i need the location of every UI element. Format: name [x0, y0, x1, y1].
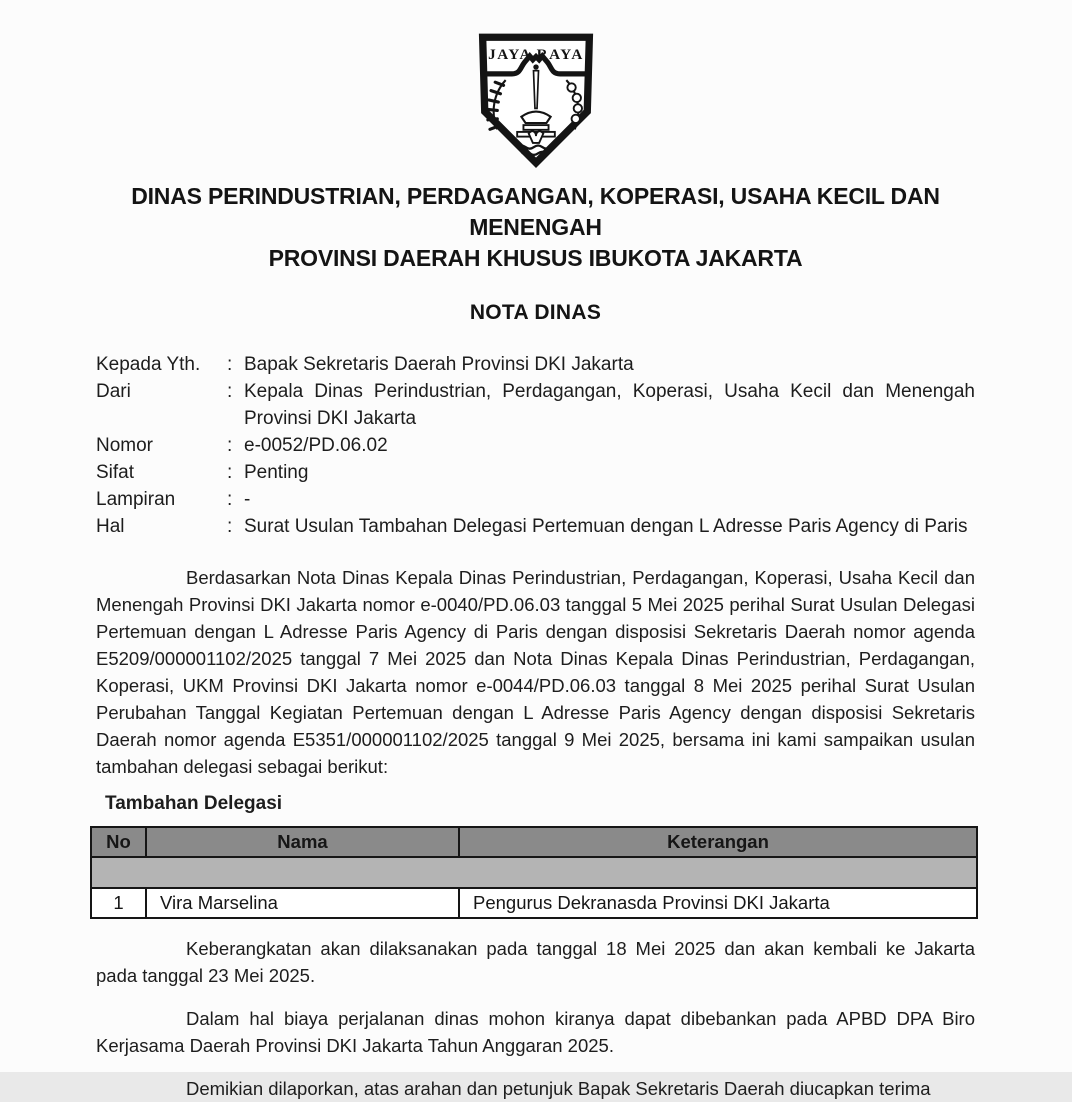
meta-label: Nomor: [96, 435, 154, 456]
table-cell-no: 1: [91, 888, 146, 918]
meta-row-dari: [96, 378, 975, 432]
meta-colon: :: [227, 489, 233, 510]
table-cell-keterangan: Pengurus Dekranasda Provinsi DKI Jakarta: [459, 888, 977, 918]
body-paragraph-2: Keberangkatan akan dilaksanakan pada tanggal 18 Mei 2025 dan akan kembali ke Jakarta pada tanggal 23 Mei 2025.: [96, 938, 975, 986]
table-heading: Tambahan Delegasi: [105, 793, 283, 814]
meta-value: Penting: [244, 462, 309, 483]
monas-flame-icon: [533, 64, 538, 69]
meta-row-hal: [96, 513, 975, 540]
meta-row-kepada: [96, 351, 975, 378]
table-header-no: No: [91, 827, 146, 857]
meta-value: Bapak Sekretaris Daerah Provinsi DKI Jakarta: [244, 354, 634, 375]
meta-row-lampiran: [96, 486, 975, 513]
table-header-row: [91, 827, 977, 857]
meta-colon: :: [227, 462, 233, 483]
table-header-nama: Nama: [146, 827, 459, 857]
delegation-table: [90, 826, 978, 919]
meta-label: Dari: [96, 381, 131, 402]
org-header: [96, 181, 975, 274]
meta-label: Hal: [96, 516, 125, 537]
jakarta-emblem: [0, 0, 1072, 168]
meta-colon: :: [227, 435, 233, 456]
body-paragraph-1: Berdasarkan Nota Dinas Kepala Dinas Perindustrian, Perdagangan, Koperasi, Usaha Kecil dan Menengah Provinsi DKI Jakarta nomor e-0040/PD.06.03 tanggal 5 Mei 2025 perihal Surat Usulan Delegasi Pertemuan dengan L Adresse Paris Agency di Paris dengan disposisi Sekretaris Daerah nomor agenda E5209/000001102/2025 tanggal 7 Mei 2025 dan Nota Dinas Kepala Dinas Perindustrian, Perdagangan, Koperasi, UKM Provinsi DKI Jakarta nomor e-0044/PD.06.03 tanggal 8 Mei 2025 perihal Surat Usulan Perubahan Tanggal Kegiatan Pertemuan dengan L Adresse Paris Agency dengan disposisi Sekretaris Daerah nomor agenda E5351/000001102/2025 tanggal 9 Mei 2025, bersama ini kami sampaikan usulan tambahan delegasi sebagai berikut:: [96, 567, 975, 777]
meta-label: Kepada Yth.: [96, 354, 201, 375]
body-paragraph-3: Dalam hal biaya perjalanan dinas mohon kiranya dapat dibebankan pada APBD DPA Biro Kerjasama Daerah Provinsi DKI Jakarta Tahun Anggaran 2025.: [96, 1008, 975, 1056]
meta-value: e-0052/PD.06.02: [244, 435, 388, 456]
org-name-line1: DINAS PERINDUSTRIAN, PERDAGANGAN, KOPERASI, USAHA KECIL DAN MENENGAH: [131, 183, 940, 240]
table-row: [91, 888, 977, 918]
meta-value: Surat Usulan Tambahan Delegasi Pertemuan dengan L Adresse Paris Agency di Paris: [244, 516, 968, 537]
meta-colon: :: [227, 516, 233, 537]
table-cell-nama: Vira Marselina: [146, 888, 459, 918]
body-paragraph-4: Demikian dilaporkan, atas arahan dan petunjuk Bapak Sekretaris Daerah diucapkan terima: [186, 1078, 931, 1099]
meta-row-sifat: [96, 459, 975, 486]
table-spacer-row: [91, 857, 977, 888]
jakarta-crest-icon: [473, 32, 599, 168]
meta-colon: :: [227, 381, 233, 402]
meta-value: -: [244, 489, 251, 510]
meta-row-nomor: [96, 432, 975, 459]
table-spacer-cell: [91, 857, 977, 888]
meta-colon: :: [227, 354, 233, 375]
meta-label: Lampiran: [96, 489, 176, 510]
monas-obelisk-icon: [533, 71, 538, 109]
table-header-keterangan: Keterangan: [459, 827, 977, 857]
meta-block: [96, 351, 975, 540]
doc-title: NOTA DINAS: [469, 301, 602, 324]
emblem-banner-text: JAYA RAYA: [488, 46, 584, 64]
meta-value: Kepala Dinas Perindustrian, Perdagangan, Koperasi, Usaha Kecil dan Menengah Provinsi DKI Jakarta: [244, 381, 975, 429]
org-name-line2: PROVINSI DAERAH KHUSUS IBUKOTA JAKARTA: [268, 245, 803, 271]
meta-label: Sifat: [96, 462, 135, 483]
